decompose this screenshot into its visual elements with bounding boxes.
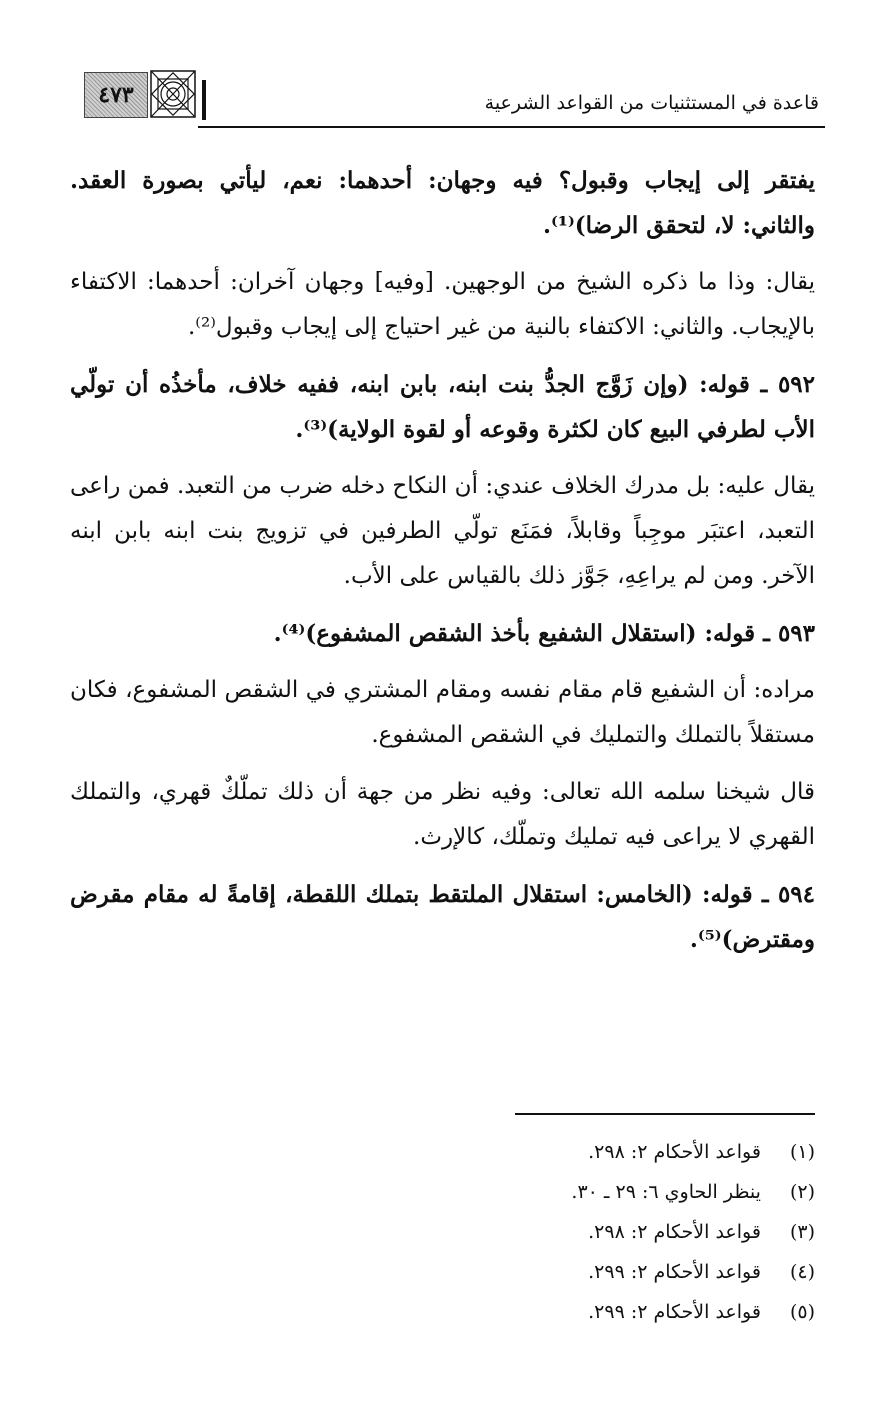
footnote-number: (٣) — [789, 1221, 815, 1243]
paragraph: مراده: أن الشفيع قام مقام نفسه ومقام المشتري في الشقص المشفوع، فكان مستقلاً بالتملك والتمليك في الشقص المشفوع. — [70, 677, 815, 748]
footnote — [70, 1132, 815, 1172]
paragraph: يقال: وذا ما ذكره الشيخ من الوجهين. [وفيه] وجهان آخران: أحدهما: الاكتفاء بالإيجاب. والثاني: الاكتفاء بالنية من غير احتياج إلى إيجاب وقبول⁽²⁾. — [70, 269, 815, 340]
paragraph: يفتقر إلى إيجاب وقبول؟ فيه وجهان: أحدهما: نعم، ليأتي بصورة العقد. والثاني: لا، لتحقق الرضا)⁽¹⁾. — [70, 167, 815, 239]
footnote-text: قواعد الأحكام ٢: ٢٩٩. — [588, 1301, 761, 1323]
geometric-ornament-icon — [150, 70, 196, 118]
paragraph: ٥٩٢ ـ قوله: (وإن زَوَّج الجدُّ بنت ابنه، بابن ابنه، ففيه خلاف، مأخذُه أن تولّي الأب لطرفي البيع كان لكثرة وقوعه أو لقوة الولاية)⁽³⁾. — [70, 371, 815, 443]
footnote-number: (٥) — [789, 1301, 815, 1323]
footnote — [70, 1172, 815, 1212]
footnote-number: (١) — [789, 1141, 815, 1163]
paragraph: قال شيخنا سلمه الله تعالى: وفيه نظر من جهة أن ذلك تملّكٌ قهري، والتملك القهري لا يراعى فيه تمليك وتملّك، كالإرث. — [70, 779, 815, 850]
main-text — [70, 158, 815, 974]
footnote-text: قواعد الأحكام ٢: ٢٩٩. — [588, 1261, 761, 1283]
footnote-text: قواعد الأحكام ٢: ٢٩٨. — [588, 1221, 761, 1243]
footnote — [70, 1292, 815, 1332]
footnote-number: (٤) — [789, 1261, 815, 1283]
header-rule — [198, 126, 825, 128]
footnote — [70, 1252, 815, 1292]
footnote — [70, 1212, 815, 1252]
footnote-text: ينظر الحاوي ٦: ٢٩ ـ ٣٠. — [571, 1181, 761, 1203]
running-title: قاعدة في المستثنيات من القواعد الشرعية — [484, 92, 819, 114]
footnotes — [70, 1132, 815, 1332]
paragraph: ٥٩٣ ـ قوله: (استقلال الشفيع بأخذ الشقص المشفوع)⁽⁴⁾. — [273, 620, 815, 647]
page-number: ٤٧٣ — [98, 82, 134, 108]
paragraph: ٥٩٤ ـ قوله: (الخامس: استقلال الملتقط بتملك اللقطة، إقامةً له مقام مقرض ومقترض)⁽⁵⁾. — [70, 881, 815, 953]
footnote-separator — [515, 1113, 815, 1115]
footnote-text: قواعد الأحكام ٢: ٢٩٨. — [588, 1141, 761, 1163]
page-number-box — [84, 72, 148, 118]
page-header — [70, 66, 825, 128]
footnote-number: (٢) — [789, 1181, 815, 1203]
header-divider — [202, 80, 206, 120]
paragraph: يقال عليه: بل مدرك الخلاف عندي: أن النكاح دخله ضرب من التعبد. فمن راعى التعبد، اعتبَر موجِباً وقابلاً، فمَنَع تولّي الطرفين في تزويج بنت ابنه بابن ابنه الآخر. ومن لم يراعِهِ، جَوَّز ذلك بالقياس على الأب. — [70, 473, 815, 589]
